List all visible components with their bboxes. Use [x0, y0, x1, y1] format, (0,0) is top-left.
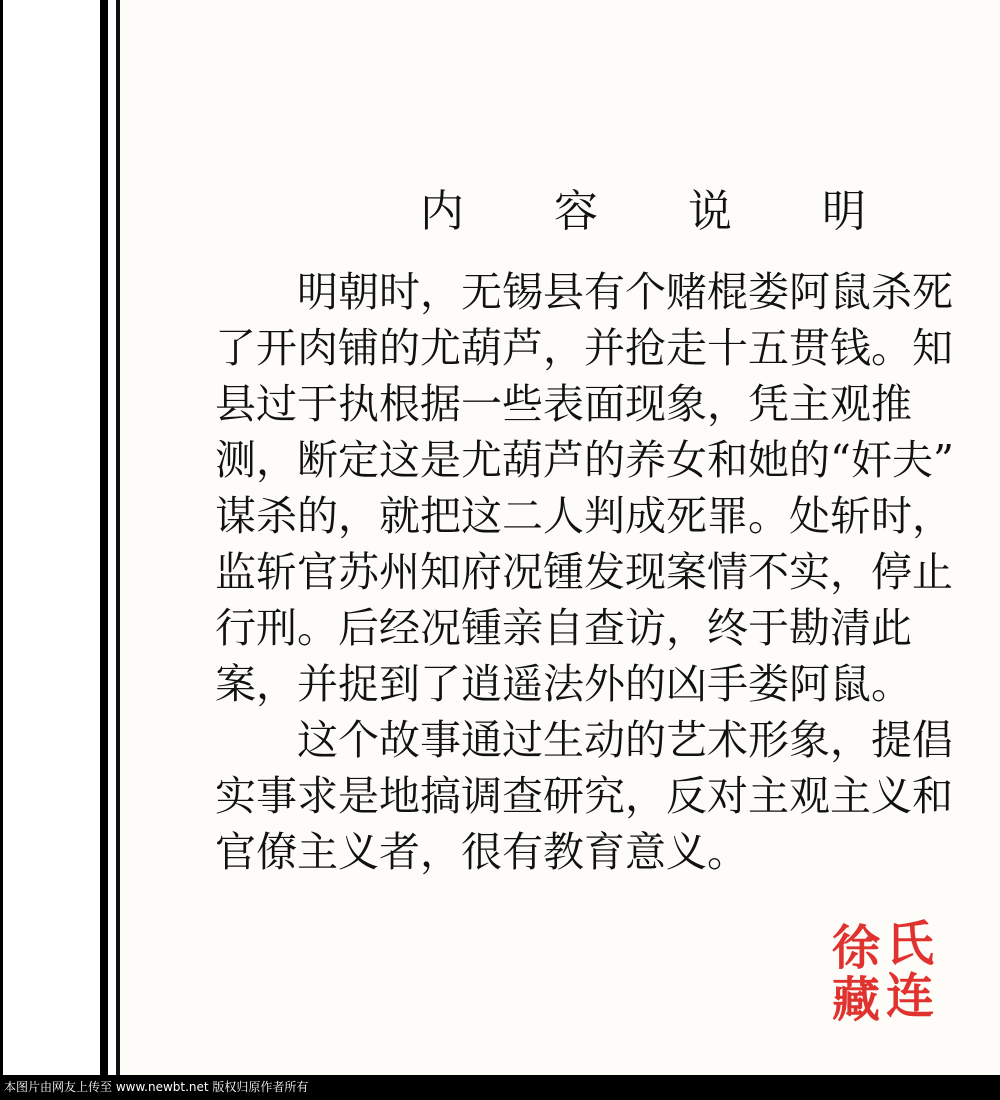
- text-line: 案，并捉到了逍遥法外的凶手娄阿鼠。: [215, 660, 912, 708]
- document-page: [116, 0, 1000, 1075]
- text-line: 这个故事通过生动的艺术形象，提倡: [215, 716, 953, 764]
- text-line: 明朝时，无锡县有个赌棍娄阿鼠杀死: [215, 268, 953, 316]
- footer-watermark: 本图片由网友上传至 www.newbt.net 版权归原作者所有: [0, 1075, 1000, 1100]
- text-line: 官僚主义者，很有教育意义。: [215, 828, 748, 876]
- text-line: 谋杀的，就把这二人判成死罪。处斩时，: [215, 492, 953, 540]
- red-seal-stamp: [830, 918, 940, 1028]
- text-line: 了开肉铺的尤葫芦，并抢走十五贯钱。知: [215, 324, 953, 372]
- text-line: 实事求是地搞调查研究，反对主观主义和: [215, 772, 953, 820]
- seal-char: 徐: [831, 920, 880, 976]
- page-title: 内 容 说 明: [420, 186, 904, 237]
- left-margin-strip: [0, 0, 108, 1075]
- text-line: 行刑。后经况锺亲自查访，终于勘清此: [215, 604, 912, 652]
- left-border-line: [0, 0, 3, 1075]
- text-line: 测，断定这是尤葫芦的养女和她的“奸夫”: [215, 436, 954, 484]
- text-line: 县过于执根据一些表面现象，凭主观推: [215, 380, 912, 428]
- seal-char: 连: [885, 968, 934, 1024]
- seal-char: 氏: [885, 916, 934, 972]
- seal-char: 藏: [831, 972, 880, 1028]
- text-line: 监斩官苏州知府况锺发现案情不实，停止: [215, 548, 953, 596]
